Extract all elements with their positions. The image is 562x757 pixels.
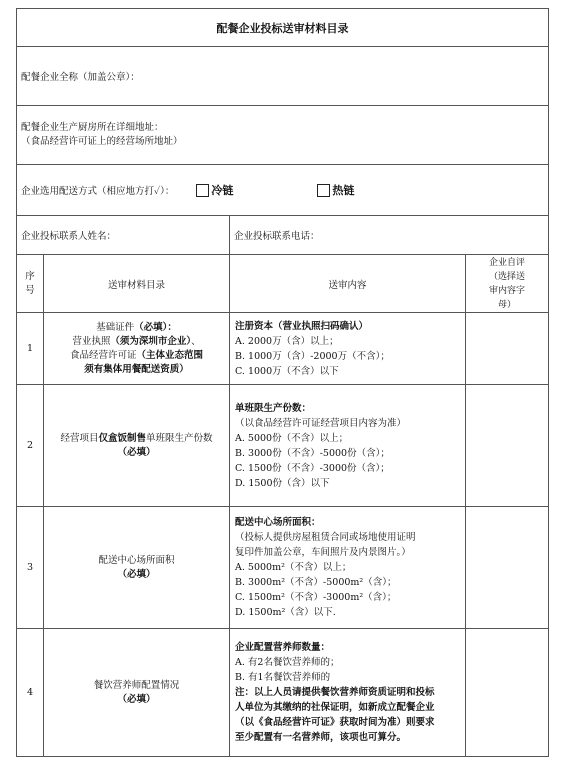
self-eval-line: 审内容字 xyxy=(488,285,525,296)
contact-phone-label: 企业投标联系电话： xyxy=(234,231,320,242)
content-note: （以《食品经营许可证》获取时间为准）则要求 xyxy=(235,717,435,728)
self-eval-line: 企业自评 xyxy=(488,257,525,268)
content-option: A. 5000份（不含）以上； xyxy=(235,432,349,444)
content-note: （投标人提供房屋租赁合同或场地使用证明 xyxy=(235,532,416,543)
materials-text: 、 xyxy=(191,335,201,347)
materials-form-table xyxy=(16,8,549,757)
delivery-mode-row xyxy=(17,165,549,216)
contact-name-label: 企业投标联系人姓名： xyxy=(21,231,117,242)
materials-bold: 须有集体用餐配送资质） xyxy=(84,363,189,375)
header-seq xyxy=(17,255,44,313)
content-note: 人单位为其缴纳的社保证明，如新成立配餐企业 xyxy=(235,702,435,713)
content-option: A. 有2名餐饮营养师的； xyxy=(235,657,340,668)
content-option: B. 3000份（不含）-5000份（含）； xyxy=(235,447,390,459)
cold-chain-label: 冷链 xyxy=(211,184,234,197)
row-materials xyxy=(44,313,230,385)
address-note: （食品经营许可证上的经营场所地址） xyxy=(21,136,183,147)
form-title: 配餐企业投标送审材料目录 xyxy=(17,9,549,47)
materials-required: （必填） xyxy=(117,446,156,458)
content-option: D. 1500份（含）以下 xyxy=(235,477,330,489)
header-materials: 送审材料目录 xyxy=(44,255,230,313)
content-option: B. 有1名餐饮营养师的 xyxy=(235,672,331,683)
materials-text: 经营项目 xyxy=(60,432,99,444)
content-option: C. 1500m²（不含）-3000m²（含）； xyxy=(235,592,397,603)
content-option: D. 1500m²（含）以下. xyxy=(235,607,336,618)
materials-required: （必填） xyxy=(117,568,156,580)
delivery-mode-label: 企业选用配送方式（相应地方打✓）： xyxy=(21,186,175,197)
row-materials xyxy=(44,507,230,629)
address-label: 配餐企业生产厨房所在详细地址： xyxy=(21,122,164,133)
cold-chain-checkbox[interactable] xyxy=(196,184,209,197)
materials-required: （必填）： xyxy=(134,321,177,333)
row-content xyxy=(230,313,466,385)
kitchen-address-field[interactable] xyxy=(17,106,549,165)
self-eval-cell[interactable] xyxy=(466,629,549,757)
self-eval-cell[interactable] xyxy=(466,507,549,629)
header-seq-1: 序 xyxy=(25,270,35,282)
self-eval-cell[interactable] xyxy=(466,385,549,507)
content-title: 单班限生产份数： xyxy=(235,402,312,414)
row-content xyxy=(230,385,466,507)
hot-chain-checkbox[interactable] xyxy=(317,184,330,197)
header-self-eval xyxy=(466,255,549,313)
header-seq-2: 号 xyxy=(25,284,35,296)
company-name-label: 配餐企业全称（加盖公章）： xyxy=(21,72,140,83)
header-content: 送审内容 xyxy=(230,255,466,313)
row-materials xyxy=(44,629,230,757)
content-title: 配送中心场所面积： xyxy=(235,517,321,528)
row-content xyxy=(230,507,466,629)
content-note: （以食品经营许可证经营项目内容为准） xyxy=(235,417,407,429)
row-materials xyxy=(44,385,230,507)
materials-text: 单班限生产份数 xyxy=(146,432,213,444)
row-number: 2 xyxy=(17,385,44,507)
materials-text: 基础证件 xyxy=(96,321,135,333)
row-number: 1 xyxy=(17,313,44,385)
materials-text: 餐饮营养师配置情况 xyxy=(93,679,180,691)
self-eval-line: 母） xyxy=(497,299,516,310)
materials-bold: （须为深圳市企业） xyxy=(110,335,192,347)
self-eval-line: （选择送 xyxy=(488,271,525,282)
hot-chain-label: 热链 xyxy=(332,184,355,197)
company-name-field[interactable] xyxy=(17,47,549,106)
materials-bold: 仅盒饭制售 xyxy=(98,432,146,444)
content-option: B. 3000m²（不含）-5000m²（含）； xyxy=(235,577,397,588)
content-title: 企业配置营养师数量： xyxy=(235,642,331,653)
self-eval-cell[interactable] xyxy=(466,313,549,385)
row-number: 4 xyxy=(17,629,44,757)
row-number: 3 xyxy=(17,507,44,629)
content-note: 注：以上人员请提供餐饮营养师资质证明和投标 xyxy=(235,687,435,698)
materials-text: 食品经营许可证 xyxy=(69,349,137,361)
row-content xyxy=(230,629,466,757)
content-option: B. 1000万（含）-2000万（不含）； xyxy=(235,350,390,362)
content-title: 注册资本（营业执照扫码确认） xyxy=(235,320,369,332)
materials-text: 营业执照 xyxy=(72,335,111,347)
materials-bold: （主体业态范围 xyxy=(136,349,204,361)
content-note: 至少配置有一名营养师，该项也可算分。 xyxy=(235,732,407,743)
content-option: A. 5000m²（不含）以上； xyxy=(235,562,352,573)
contact-name-field[interactable] xyxy=(17,216,230,255)
content-option: A. 2000万（含）以上； xyxy=(235,335,339,347)
materials-text: 配送中心场所面积 xyxy=(98,554,175,566)
content-option: C. 1500份（不含）-3000份（含）； xyxy=(235,462,390,474)
content-option: C. 1000万（不含）以下 xyxy=(235,365,339,377)
contact-phone-field[interactable] xyxy=(230,216,549,255)
content-note: 复印件加盖公章，车间照片及内景图片。） xyxy=(235,547,411,558)
materials-required: （必填） xyxy=(117,693,156,705)
